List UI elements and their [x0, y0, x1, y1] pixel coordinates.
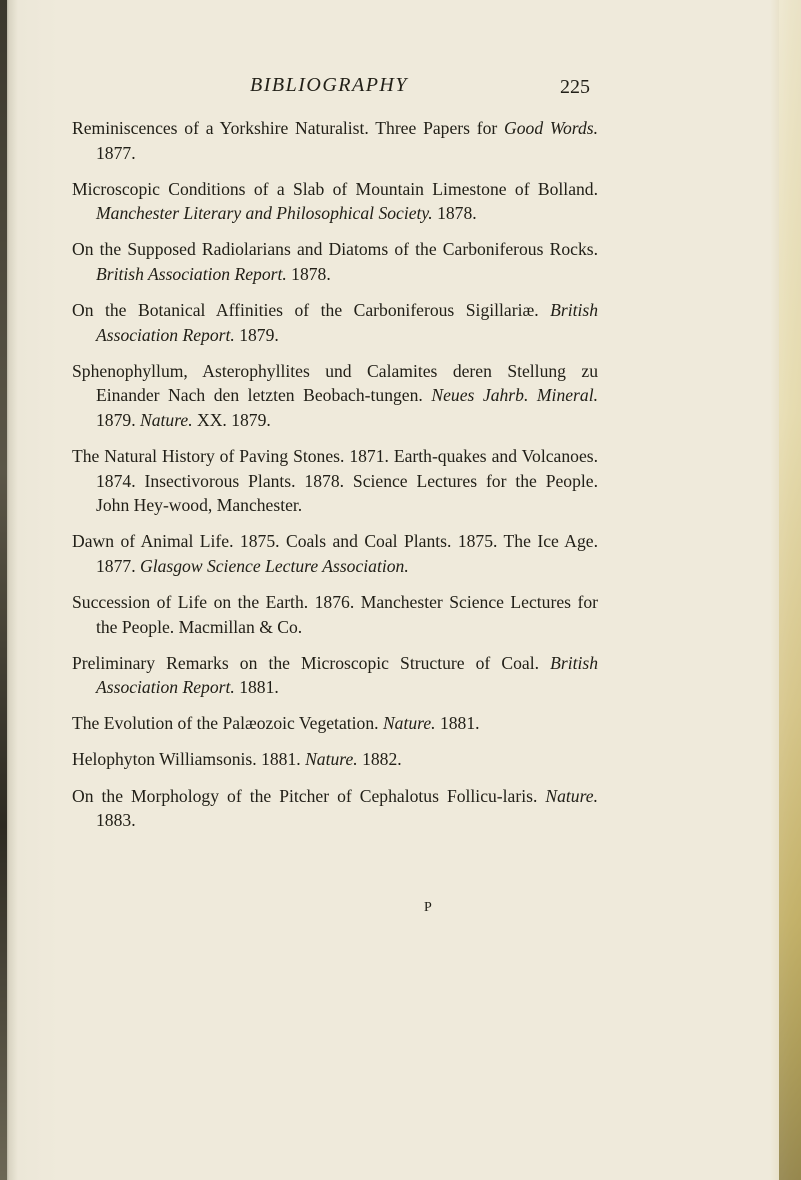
bibliography-entry	[72, 359, 598, 433]
entry-text: Microscopic Conditions of a Slab of Mountain Limestone of Bolland.	[72, 178, 598, 199]
entry-text: On the Supposed Radiolarians and Diatoms of the Carboniferous Rocks.	[72, 239, 598, 260]
entry-text: On the Botanical Affinities of the Carboniferous Sigillariæ.	[72, 300, 551, 321]
bibliography-entry	[72, 711, 598, 736]
entry-text: XX. 1879.	[192, 409, 271, 430]
entry-text: Sphenophyllum, Asterophyllites und Calamites deren Stellung zu Einander Nach den letzten Beobach-tungen.	[72, 360, 598, 406]
bibliography-entry	[72, 590, 598, 639]
page-edge-stain	[779, 0, 801, 1180]
entry-text: Dawn of Animal Life. 1875. Coals and Coal Plants. 1875. The Ice Age. 1877.	[72, 531, 598, 576]
bibliography-entry	[72, 116, 598, 165]
entry-text: The Evolution of the Palæozoic Vegetation.	[72, 713, 383, 734]
entry-text: Reminiscences of a Yorkshire Naturalist. Three Papers for	[72, 118, 505, 138]
entry-text: The Natural History of Paving Stones. 1871. Earth-quakes and Volcanoes. 1874. Insectivorous Plants. 1878. Science Lectures for the People. John Hey-wood, Manchester.	[72, 446, 598, 516]
signature-mark: P	[424, 900, 432, 915]
entry-text: 1881.	[435, 713, 480, 734]
entry-text: 1879.	[234, 324, 279, 345]
entry-italic-text: British Association Report.	[96, 652, 598, 698]
entry-text: 1883.	[96, 810, 136, 831]
running-head	[250, 74, 590, 104]
entry-italic-text: Manchester Literary and Philosophical Society.	[96, 203, 433, 224]
bibliography-entry	[72, 651, 598, 700]
bibliography-entry	[72, 237, 598, 286]
entry-italic-text: British Association Report.	[96, 300, 598, 345]
bibliography-entry	[72, 444, 598, 518]
bibliography-entry	[72, 747, 598, 772]
book-binding-edge	[0, 0, 7, 1180]
entry-italic-text: Good Words.	[504, 118, 598, 138]
bibliography-entry	[72, 529, 598, 578]
bibliography-entry	[72, 784, 598, 833]
entry-italic-text: Nature.	[545, 785, 598, 806]
entry-italic-text: Nature.	[305, 749, 358, 770]
bibliography-entry	[72, 298, 598, 347]
entry-italic-text: Neues Jahrb. Mineral.	[431, 385, 598, 406]
entry-text: 1881.	[234, 677, 279, 698]
bibliography-entry	[72, 177, 598, 226]
entry-italic-text: British Association Report.	[96, 263, 287, 284]
entry-text: On the Morphology of the Pitcher of Cephalotus Follicu-laris.	[72, 785, 546, 806]
entry-italic-text: Nature.	[139, 409, 193, 430]
entry-text: Helophyton Williamsonis. 1881.	[72, 749, 306, 770]
entry-text: 1878.	[286, 263, 331, 284]
entry-text: 1877.	[96, 142, 136, 163]
entry-italic-text: Glasgow Science Lecture Association.	[139, 555, 409, 576]
entry-text: 1879.	[96, 409, 140, 430]
entry-text: Preliminary Remarks on the Microscopic Structure of Coal.	[72, 652, 551, 673]
entry-text: 1878.	[432, 203, 477, 224]
page-number: 225	[560, 76, 590, 98]
entry-italic-text: Nature.	[382, 713, 436, 734]
running-head-title: BIBLIOGRAPHY	[250, 74, 408, 96]
entry-text: Succession of Life on the Earth. 1876. Manchester Science Lectures for the People. Macmillan & Co.	[72, 592, 598, 637]
bibliography-list	[72, 116, 598, 844]
entry-text: 1882.	[357, 749, 402, 770]
